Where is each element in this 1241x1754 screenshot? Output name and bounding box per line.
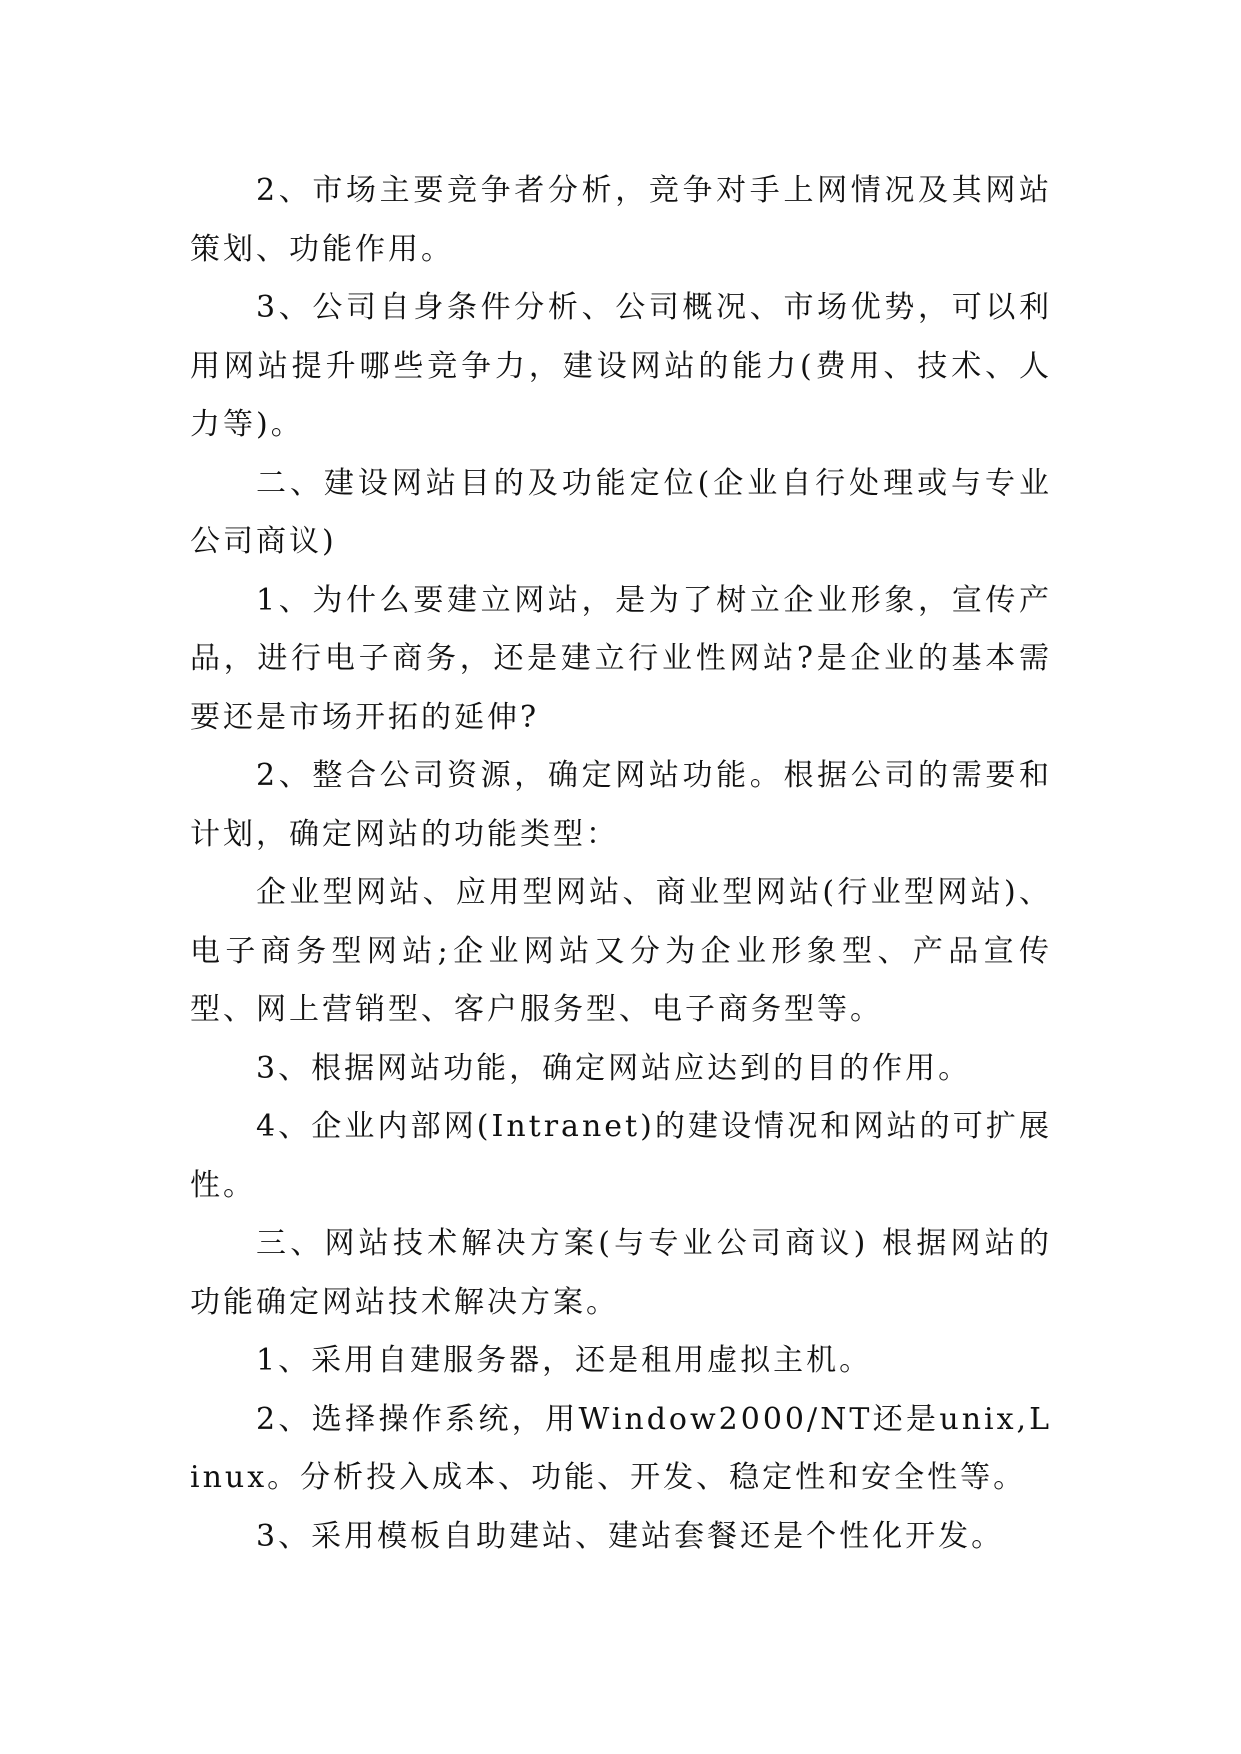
paragraph-build-method: 3、采用模板自助建站、建站套餐还是个性化开发。: [256, 1518, 1005, 1554]
paragraph-os-choice: 2、选择操作系统，用Window2000/NT还是unix,Linux。分析投入成本、功能、开发、稳定性和安全性等。: [190, 1401, 1052, 1495]
paragraph-competitor-analysis: 2、市场主要竞争者分析，竞争对手上网情况及其网站策划、功能作用。: [190, 173, 1052, 267]
document-body: [190, 162, 1052, 1566]
section-heading-site-purpose: 二、建设网站目的及功能定位(企业自行处理或与专业公司商议): [190, 465, 1052, 559]
paragraph-company-conditions: 3、公司自身条件分析、公司概况、市场优势，可以利用网站提升哪些竞争力，建设网站的能力(费用、技术、人力等)。: [190, 290, 1052, 442]
paragraph-why-build-site: 1、为什么要建立网站，是为了树立企业形象，宣传产品，进行电子商务，还是建立行业性网站?是企业的基本需要还是市场开拓的延伸?: [190, 582, 1052, 735]
paragraph-site-goals: 3、根据网站功能，确定网站应达到的目的作用。: [256, 1050, 972, 1086]
paragraph-intranet: 4、企业内部网(Intranet)的建设情况和网站的可扩展性。: [190, 1109, 1052, 1203]
paragraph-integrate-resources: 2、整合公司资源，确定网站功能。根据公司的需要和计划，确定网站的功能类型：: [190, 758, 1052, 852]
paragraph-server-choice: 1、采用自建服务器，还是租用虚拟主机。: [256, 1343, 873, 1378]
paragraph-site-types: 企业型网站、应用型网站、商业型网站(行业型网站)、电子商务型网站;企业网站又分为企业形象型、产品宣传型、网上营销型、客户服务型、电子商务型等。: [190, 875, 1052, 1027]
section-heading-tech-solution: 三、网站技术解决方案(与专业公司商议) 根据网站的功能确定网站技术解决方案。: [190, 1226, 1052, 1320]
